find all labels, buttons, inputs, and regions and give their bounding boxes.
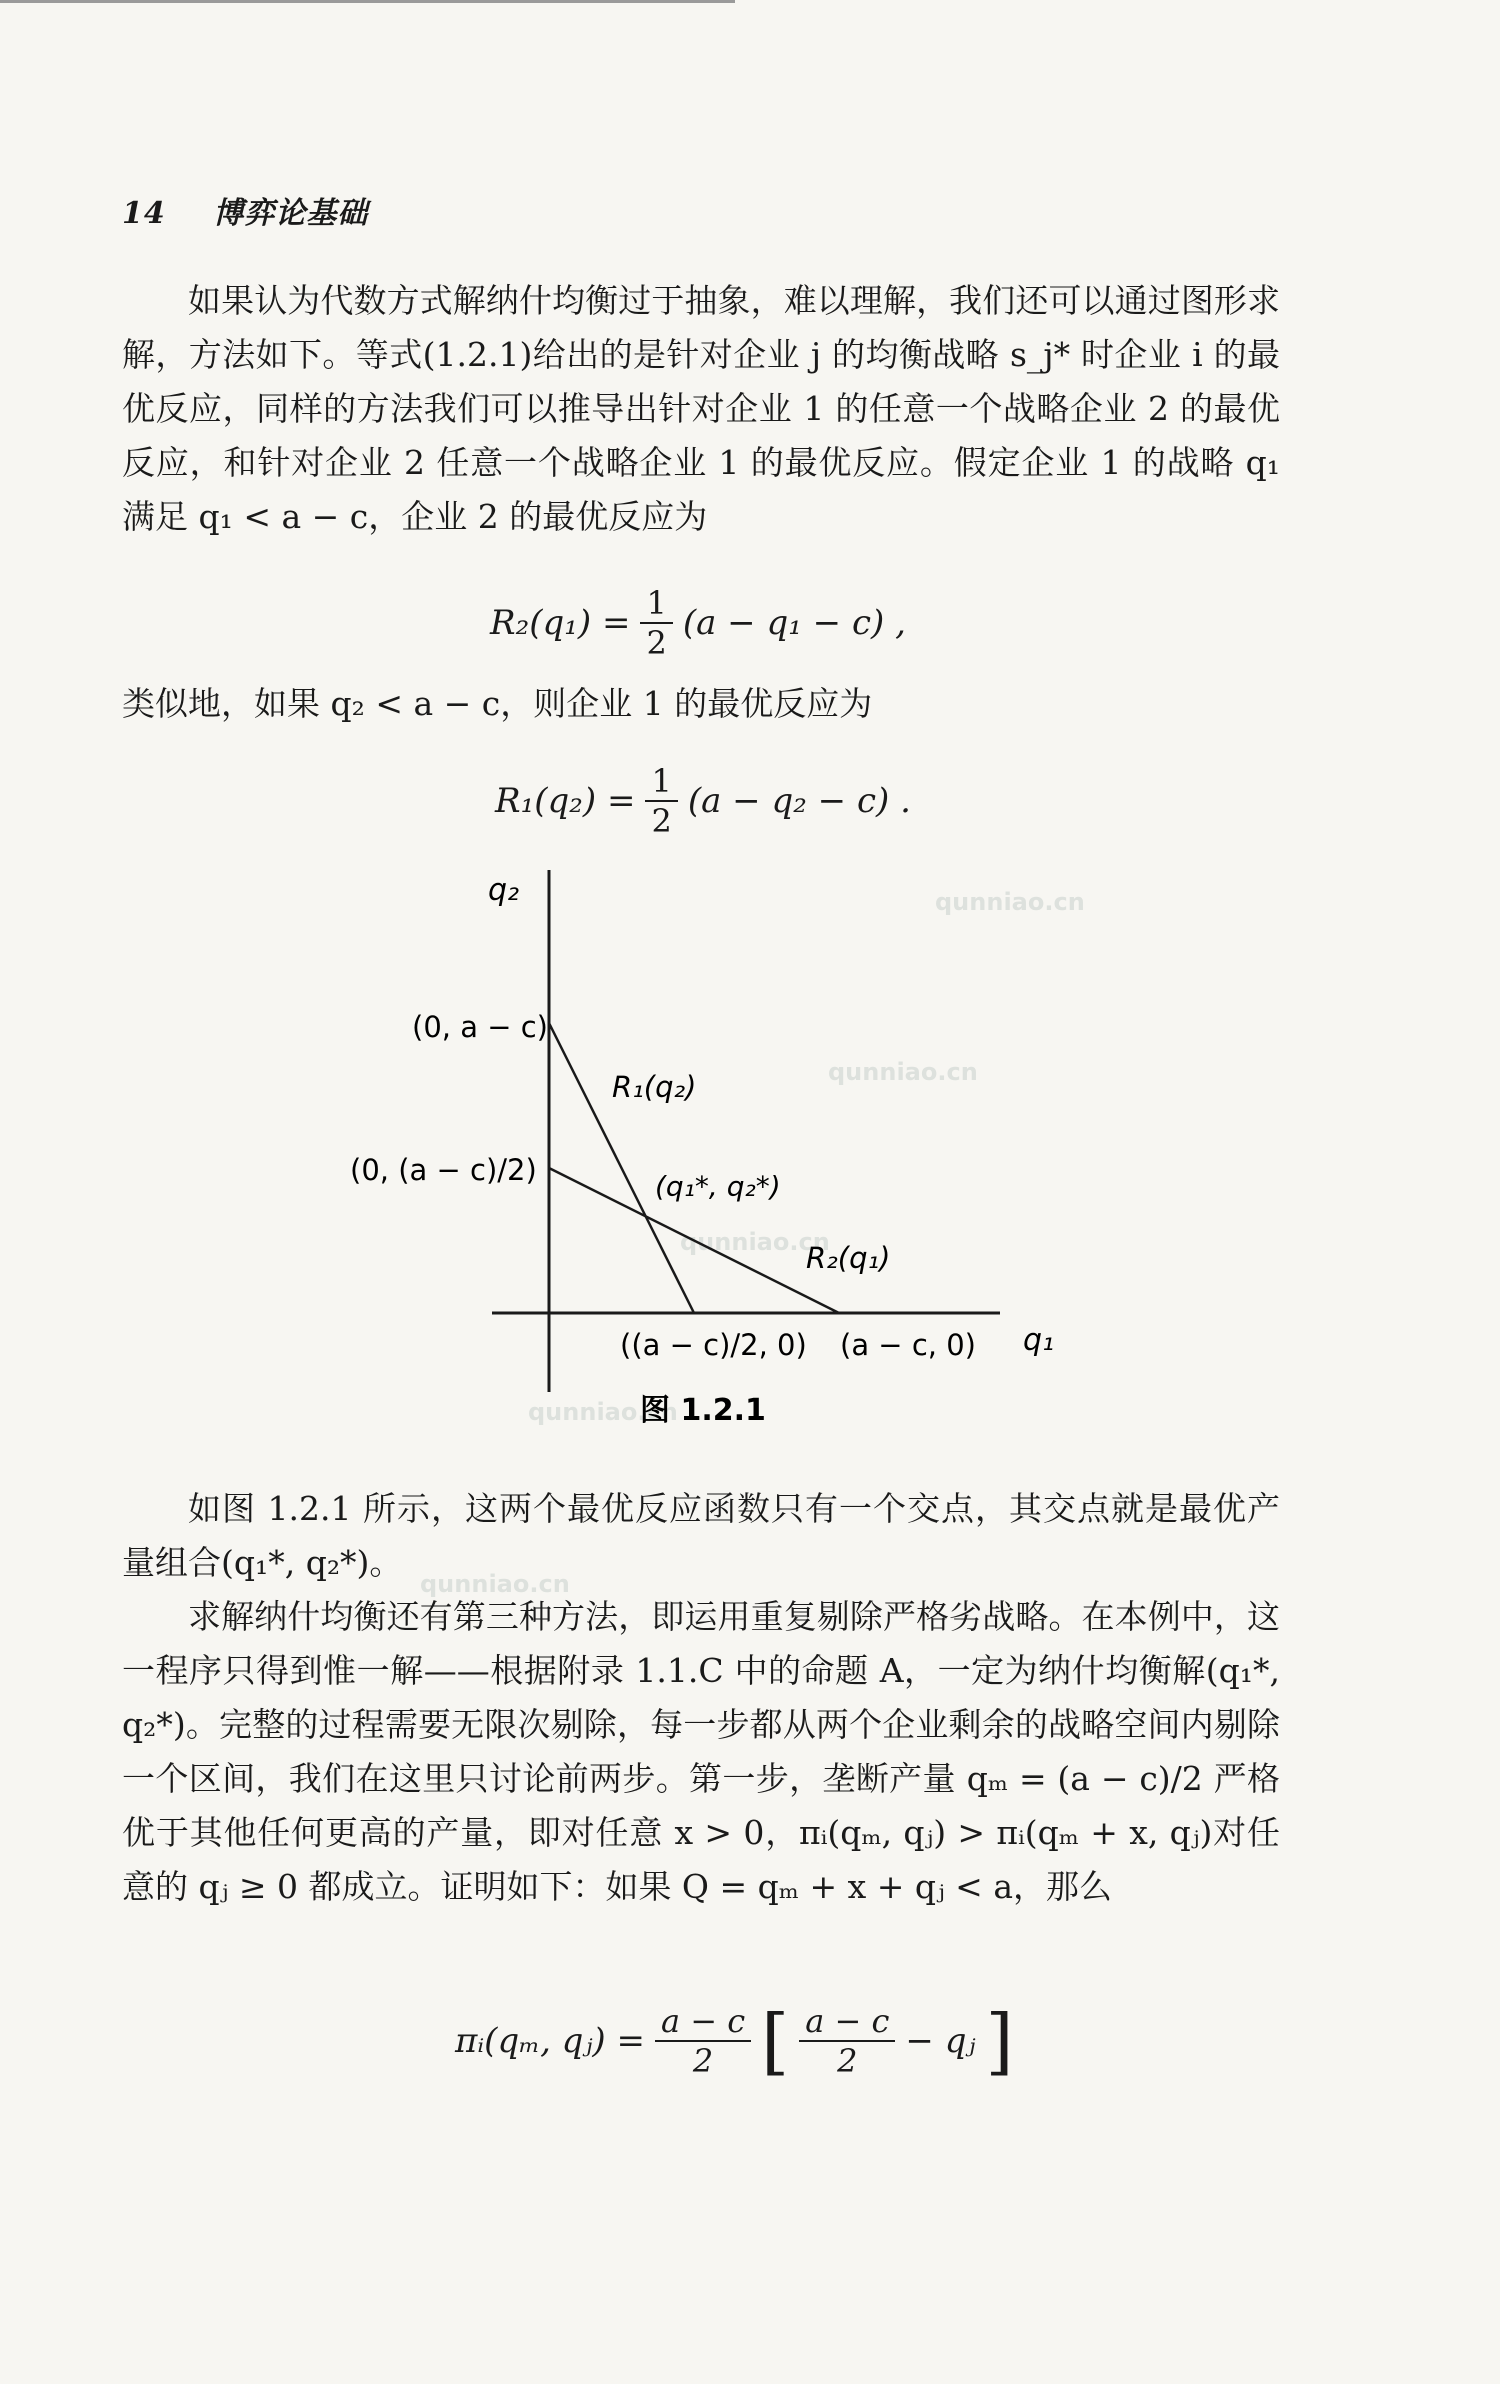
book-title: 博弈论基础 bbox=[213, 196, 369, 231]
line-2: 类似地，如果 q₂ < a − c，则企业 1 的最优反应为 bbox=[122, 684, 873, 723]
equation-2-numerator: 1 bbox=[645, 762, 677, 802]
watermark-text: qunniao.cn bbox=[528, 1398, 678, 1426]
intersection-label: (q₁*, q₂*) bbox=[655, 1170, 781, 1203]
equation-3-denominator: 2 bbox=[692, 2042, 714, 2080]
right-bracket: ] bbox=[985, 1999, 1014, 2083]
equation-3-inner-numerator: a − c bbox=[799, 2002, 895, 2042]
x-intercept-r1-label: ((a − c)/2, 0) bbox=[620, 1328, 807, 1362]
y-intercept-r2-label: (0, (a − c)/2) bbox=[350, 1153, 537, 1187]
equation-1-rhs: (a − q₁ − c) , bbox=[682, 603, 906, 643]
page-number: 14 bbox=[122, 196, 166, 231]
r2-label: R₂(q₁) bbox=[806, 1241, 891, 1275]
x-intercept-r2-label: (a − c, 0) bbox=[840, 1328, 976, 1362]
equation-1-lhs: R₂(q₁) = bbox=[490, 603, 631, 643]
equation-2-lhs: R₁(q₂) = bbox=[495, 781, 636, 821]
equation-3-inner-fraction bbox=[799, 2002, 895, 2080]
watermark-text: qunniao.cn bbox=[935, 888, 1085, 916]
paragraph-3: 求解纳什均衡还有第三种方法，即运用重复剔除严格劣战略。在本例中，这一程序只得到惟一解——根据附录 1.1.C 中的命题 A，一定为纳什均衡解(q₁*, q₂*)。完整的过程需要无限次剔除，每一步都从两个企业剩余的战略空间内剔除一个区间，我们在这里只讨论前两步。第一步，垄断产量 qₘ = (a − c)/2 严格优于其他任何更高的产量，即对任意 x > 0，πᵢ(qₘ, qⱼ) > πᵢ(qₘ + x, qⱼ)对任意的 qⱼ ≥ 0 都成立。证明如下：如果 Q = qₘ + x + qⱼ < a，那么 bbox=[122, 1597, 1280, 1906]
equation-3 bbox=[455, 1999, 1014, 2083]
equation-3-inner-tail: − qⱼ bbox=[905, 2021, 976, 2061]
paragraph-1: 如果认为代数方式解纳什均衡过于抽象，难以理解，我们还可以通过图形求解，方法如下。等式(1.2.1)给出的是针对企业 j 的均衡战略 s_j* 时企业 i 的最优反应，同样的方法我们可以推导出针对企业 1 的任意一个战略企业 2 的最优反应，和针对企业 2 任意一个战略企业 1 的最优反应。假定企业 1 的战略 q₁ 满足 q₁ < a − c，企业 2 的最优反应为 bbox=[122, 281, 1280, 536]
equation-3-inner-denominator: 2 bbox=[837, 2042, 858, 2080]
x-axis-label: q₁ bbox=[1023, 1323, 1055, 1358]
equation-3-fraction bbox=[655, 2002, 751, 2080]
equation-1-denominator: 2 bbox=[646, 624, 667, 662]
equation-2-denominator: 2 bbox=[651, 802, 672, 840]
equation-1-numerator: 1 bbox=[640, 584, 672, 624]
equation-2-rhs: (a − q₂ − c) . bbox=[687, 781, 911, 821]
left-bracket: [ bbox=[761, 1999, 790, 2083]
watermark-text: qunniao.cn bbox=[680, 1228, 830, 1256]
paragraph-2: 如图 1.2.1 所示，这两个最优反应函数只有一个交点，其交点就是最优产量组合(q₁*, q₂*)。 bbox=[122, 1489, 1280, 1582]
equation-3-numerator: a − c bbox=[655, 2002, 751, 2042]
r1-label: R₁(q₂) bbox=[612, 1070, 697, 1104]
r1-line bbox=[549, 1023, 697, 1313]
y-intercept-r1-label: (0, a − c) bbox=[412, 1010, 548, 1044]
watermark-text: qunniao.cn bbox=[420, 1570, 570, 1598]
y-axis-label: q₂ bbox=[488, 873, 520, 908]
figure-caption: 图 1.2.1 bbox=[640, 1393, 766, 1428]
watermark-text: qunniao.cn bbox=[828, 1058, 978, 1086]
equation-3-lhs: πᵢ(qₘ, qⱼ) = bbox=[455, 2021, 645, 2061]
